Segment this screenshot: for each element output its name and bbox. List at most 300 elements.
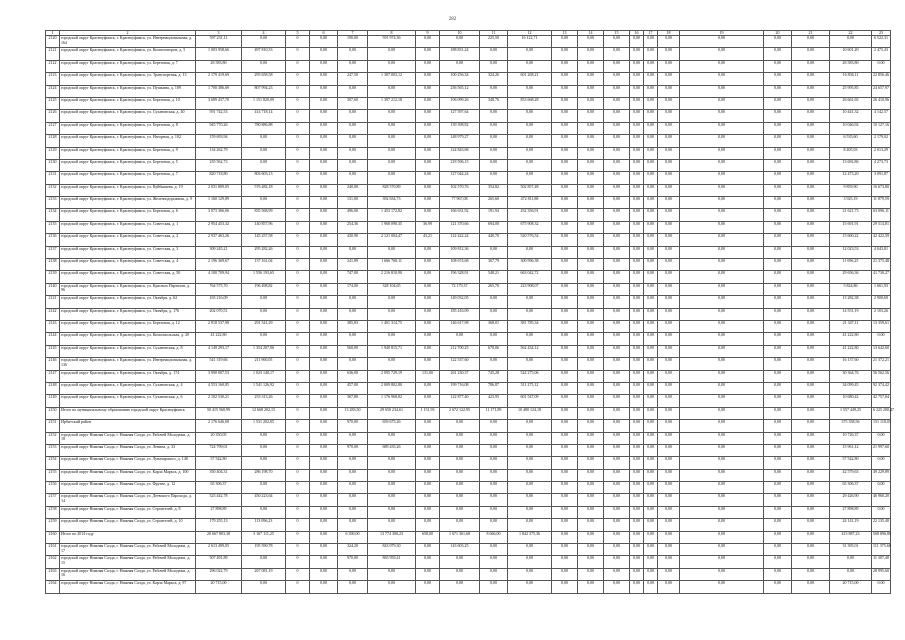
value-cell: 0,00 [578,135,604,147]
row-number-cell: 2154 [46,457,60,469]
column-number-9: 9 [416,31,440,36]
value-cell: 2 216 810,90 [368,271,416,283]
value-cell: 0 [286,457,310,469]
value-cell: 92 374,42 [872,382,891,394]
value-cell: 689 435,26 [368,444,416,456]
value-cell: 0,00 [644,581,658,593]
value-cell: 0,00 [416,382,440,394]
row-number-cell: 2136 [46,234,60,246]
value-cell: 159 693,94 [196,135,242,147]
value-cell: 235 562,73 [196,159,242,171]
address-cell: городской округ Красноуфимск, г. Красноуфимск, ул. Сухановская, д. 8 [60,345,196,357]
value-cell: 0,00 [416,444,440,456]
value-cell: 0,00 [508,444,552,456]
value-cell: 12 023,53 [830,246,872,258]
value-cell: 0,00 [416,60,440,72]
value-cell: 0,00 [310,519,338,531]
address-cell: городской округ Красноуфимск, г. Красноуфимск, ул. Советская, д. 2 [60,234,196,246]
value-cell: 0,00 [630,568,644,580]
value-cell: 127 044,24 [440,172,480,184]
value-cell: 0,00 [552,482,578,494]
value-cell: 0,00 [310,531,338,543]
value-cell: 0,00 [578,60,604,72]
value-cell: 0,00 [604,172,630,184]
page-number: 282 [448,17,457,22]
value-cell: 0,00 [604,60,630,72]
address-cell: городской округ Красноуфимск, г. Красноуфимск, ул. Красных Партизан, д. 96 [60,283,196,295]
value-cell: 0,00 [604,147,630,159]
value-cell: 497 810,53 [242,48,286,60]
value-cell: 145 257,58 [242,234,286,246]
value-cell: 0,00 [644,48,658,60]
value-cell: 4 553 160,85 [196,382,242,394]
value-cell: 0,00 [680,48,764,60]
value-cell: 0,00 [764,122,792,134]
value-cell: 0,00 [604,568,630,580]
value-cell: 0,00 [242,197,286,209]
value-cell: 0,00 [792,345,830,357]
value-cell: 13 359,61 [872,320,891,332]
value-cell: 0,00 [368,246,416,258]
value-cell: 0,00 [764,259,792,271]
value-cell: 0,00 [764,420,792,432]
address-cell: городской округ Красноуфимск, г. Красноуфимск, ул. Железнодорожная, д. 9 [60,197,196,209]
value-cell: 0,00 [764,85,792,97]
value-cell: 0,00 [792,494,830,506]
value-cell: 0,00 [368,122,416,134]
value-cell: 0,00 [764,581,792,593]
value-cell: 0,00 [508,568,552,580]
value-cell: 111 375,68 [872,544,891,556]
value-cell: 591 742,53 [196,110,242,122]
value-cell: 0,00 [480,333,508,345]
value-cell: 0,00 [310,73,338,85]
value-cell: 41 222,80 [830,333,872,345]
value-cell: 0,00 [578,568,604,580]
value-cell: 0,00 [242,296,286,308]
value-cell: 0,00 [644,36,658,48]
row-number-cell: 2163 [46,568,60,580]
value-cell: 0,00 [368,147,416,159]
value-cell: 0,00 [604,283,630,295]
value-cell: 0,00 [792,469,830,481]
value-cell: 0,00 [440,60,480,72]
value-cell: 0,00 [658,581,680,593]
value-cell: 0,00 [604,531,630,543]
value-cell: 0,00 [630,519,644,531]
value-cell: 0,00 [644,469,658,481]
value-cell: 42 579,63 [830,469,872,481]
value-cell: 0,00 [644,457,658,469]
table-row [46,370,891,382]
value-cell: 0 [286,333,310,345]
value-cell: 0,00 [242,308,286,320]
value-cell: 0 [286,531,310,543]
row-number-cell: 2142 [46,308,60,320]
value-cell: 3 990 007,53 [196,370,242,382]
value-cell: 0,00 [792,172,830,184]
value-cell: 659 675,26 [368,420,416,432]
value-cell: 16 673,80 [872,184,891,196]
value-cell: 5 824,86 [830,283,872,295]
value-cell: 0,00 [552,320,578,332]
value-cell: 507 491,89 [196,556,242,568]
value-cell: 0,00 [680,159,764,171]
value-cell: 0,00 [604,271,630,283]
value-cell: 0,00 [792,531,830,543]
value-cell: 807 994,23 [242,85,286,97]
value-cell: 0,00 [552,110,578,122]
value-cell: 0,00 [552,333,578,345]
table-row [46,581,891,593]
table-row [46,283,891,295]
value-cell: 0,00 [508,60,552,72]
value-cell: 0 [286,85,310,97]
value-cell: 745,28 [480,370,508,382]
column-number-10: 10 [440,31,480,36]
value-cell: 0,00 [680,482,764,494]
value-cell: 0,00 [552,159,578,171]
table-row [46,209,891,221]
value-cell: 0,00 [764,395,792,407]
value-cell: 0,00 [644,135,658,147]
value-cell: 0 [286,73,310,85]
value-cell: 0,00 [440,494,480,506]
value-cell: 2 954 453,32 [196,221,242,233]
value-cell: 1 940 815,71 [368,345,416,357]
value-cell: 0,00 [644,482,658,494]
value-cell: 165 216,09 [196,296,242,308]
value-cell: 0,00 [764,320,792,332]
value-cell: 1 160 129,89 [196,197,242,209]
value-cell: 1 453 172,82 [368,209,416,221]
value-cell: 0,00 [480,135,508,147]
value-cell: 0,00 [578,308,604,320]
value-cell: 211 960,05 [242,358,286,370]
value-cell: 0,00 [480,444,508,456]
value-cell: 0,00 [630,48,644,60]
value-cell: 0,00 [604,457,630,469]
value-cell: 0,00 [310,97,338,109]
value-cell: 4 043,81 [872,246,891,258]
value-cell: 0,00 [508,544,552,556]
column-number-20: 20 [764,31,792,36]
value-cell: 0,00 [872,457,891,469]
value-cell: 148 979,27 [440,135,480,147]
value-cell: 0,00 [658,432,680,444]
value-cell: 803 603,13 [242,172,286,184]
table-row [46,110,891,122]
value-cell: 0,00 [416,457,440,469]
value-cell: 0,00 [416,73,440,85]
value-cell: 0,00 [552,234,578,246]
value-cell: 0,00 [578,48,604,60]
value-cell: 65 306,37 [196,482,242,494]
value-cell: 0,00 [242,506,286,518]
value-cell: 0,00 [680,320,764,332]
value-cell: 0,00 [764,544,792,556]
value-cell: 0,00 [792,48,830,60]
value-cell: 0,00 [658,135,680,147]
value-cell: 0,00 [658,358,680,370]
table-row [46,457,891,469]
value-cell: 0,00 [630,308,644,320]
value-cell: 0,00 [630,197,644,209]
value-cell: 0,00 [630,581,644,593]
value-cell: 3 073 366,06 [196,209,242,221]
value-cell: 0,00 [764,147,792,159]
value-cell: 0 [286,320,310,332]
value-cell: 0 [286,36,310,48]
value-cell: 0 [286,283,310,295]
value-cell: 0,00 [658,159,680,171]
value-cell: 548,21 [480,271,508,283]
table-row [46,308,891,320]
value-cell: 0,00 [368,457,416,469]
value-cell: 678,06 [480,345,508,357]
address-cell: городской округ Нижняя Салда, г. Нижняя Салда, ул. Карла Маркса, д. 100 [60,469,196,481]
row-number-cell: 2144 [46,333,60,345]
value-cell: 0,00 [792,382,830,394]
value-cell: 0,00 [630,469,644,481]
value-cell: 2 672 122,95 [440,407,480,419]
value-cell: 0,00 [764,271,792,283]
value-cell: 0,00 [578,469,604,481]
value-cell: 0,00 [338,506,368,518]
value-cell: 0,00 [830,36,872,48]
value-cell: 0,00 [480,110,508,122]
value-cell: 0,00 [644,296,658,308]
value-cell: 0,00 [680,110,764,122]
table-row [46,444,891,456]
value-cell: 0,00 [658,556,680,568]
row-number-cell: 2121 [46,48,60,60]
value-cell: 0,00 [644,60,658,72]
value-cell: 0,00 [310,556,338,568]
value-cell: 0,00 [658,36,680,48]
value-cell: 0,00 [680,420,764,432]
value-cell: 440,70 [480,234,508,246]
column-number-16: 16 [630,31,644,36]
value-cell: 0,00 [578,184,604,196]
value-cell: 0,00 [644,209,658,221]
value-cell: 367,80 [338,395,368,407]
value-cell: 2 013,29 [872,147,891,159]
value-cell: 0,00 [310,358,338,370]
table-row [46,73,891,85]
value-cell: 0,00 [764,308,792,320]
value-cell: 131,00 [338,197,368,209]
value-cell: 0 [286,234,310,246]
value-cell: 0,00 [644,271,658,283]
value-cell: 0,00 [480,60,508,72]
value-cell: 26 661,65 [830,97,872,109]
value-cell: 106 099,26 [440,97,480,109]
value-cell: 0,00 [552,581,578,593]
value-cell: 31 395,01 [830,544,872,556]
row-number-cell: 2120 [46,36,60,48]
value-cell: 0 [286,345,310,357]
value-cell: 2 102 530,21 [196,395,242,407]
table-row [46,506,891,518]
value-cell: 0,00 [310,147,338,159]
value-cell: 0,00 [792,519,830,531]
table-row [46,197,891,209]
address-cell: городской округ Красноуфимск, г. Красноуфимск, ул. Советская, д. 50 [60,271,196,283]
value-cell: 843 079,30 [368,544,416,556]
value-cell: 0,00 [764,469,792,481]
value-cell: 0,00 [578,159,604,171]
value-cell: 0,00 [480,494,508,506]
table-row [46,172,891,184]
address-cell: городской округ Красноуфимск, г. Красноуфимск, ул. Куйбышева, д. 19 [60,184,196,196]
value-cell: 0,00 [680,531,764,543]
value-cell: 0,00 [310,85,338,97]
value-cell: 57 542,80 [196,457,242,469]
value-cell: 127 597,64 [440,110,480,122]
value-cell: 0,00 [792,296,830,308]
value-cell: 24 657,97 [872,85,891,97]
value-cell: 56 562,56 [872,370,891,382]
value-cell: 0,00 [310,246,338,258]
value-cell: 0,00 [764,506,792,518]
value-cell: 0,00 [480,556,508,568]
value-cell: 0 [286,259,310,271]
value-cell: 0,00 [578,320,604,332]
value-cell: 0,00 [578,209,604,221]
value-cell: 0,00 [792,556,830,568]
value-cell: 0,00 [480,519,508,531]
value-cell: 41 730,27 [872,271,891,283]
value-cell: 0,00 [680,444,764,456]
value-cell: 0,00 [416,345,440,357]
value-cell: 137 161,04 [242,259,286,271]
value-cell: 10 441,32 [830,110,872,122]
value-cell: 0,00 [764,36,792,48]
value-cell: 0,00 [680,556,764,568]
value-cell: 218 596,15 [440,159,480,171]
value-cell: 11 696,25 [830,259,872,271]
value-cell: 11 879,59 [872,197,891,209]
value-cell: 0,00 [658,494,680,506]
value-cell: 13 283,50 [338,407,368,419]
value-cell: 0,00 [630,333,644,345]
value-cell: 0,00 [416,544,440,556]
value-cell: 0,00 [658,382,680,394]
value-cell: 0,00 [872,60,891,72]
value-cell: 0 [286,506,310,518]
address-cell: городской округ Нижняя Салда, г. Нижняя Салда, ул. Рабочей Молодежи, д. 17 [60,544,196,556]
value-cell: 354,82 [480,184,508,196]
value-cell: 0,00 [644,494,658,506]
value-cell: 0,00 [604,73,630,85]
value-cell: 0,00 [630,320,644,332]
value-cell: 0,00 [552,221,578,233]
value-cell: 0 [286,48,310,60]
table-row [46,184,891,196]
value-cell: 0,00 [644,283,658,295]
value-cell: 0 [286,97,310,109]
value-cell: 0,00 [552,36,578,48]
value-cell: 0,00 [578,73,604,85]
value-cell: 122 422,24 [440,234,480,246]
value-cell: 72 179,37 [440,283,480,295]
row-number-cell: 2157 [46,494,60,506]
row-number-cell: 2124 [46,85,60,97]
value-cell: 0,00 [338,358,368,370]
value-cell: 20 350,05 [196,432,242,444]
value-cell: 450 223,64 [242,494,286,506]
value-cell: 0,00 [310,395,338,407]
value-cell: 0,00 [604,494,630,506]
value-cell: 0,00 [792,122,830,134]
value-cell: 0,00 [644,147,658,159]
value-cell: 0,00 [242,556,286,568]
value-cell: 0,00 [658,259,680,271]
value-cell: 134 262,79 [196,147,242,159]
value-cell: 3 925,19 [830,197,872,209]
value-cell: 0 [286,209,310,221]
value-cell: 0,00 [480,147,508,159]
value-cell: 2 196 369,67 [196,259,242,271]
value-cell: 0,00 [508,432,552,444]
value-cell: 295 282,26 [242,246,286,258]
value-cell: 0,00 [604,333,630,345]
row-number-cell: 2151 [46,420,60,432]
value-cell: 212 700,25 [440,345,480,357]
address-cell: городской округ Красноуфимск, г. Красноуфимск, ул. Березовая, д. 10 [60,97,196,109]
value-cell: 12 473,20 [830,172,872,184]
value-cell: 0,00 [578,122,604,134]
value-cell: 0,00 [658,221,680,233]
value-cell: 0,00 [764,531,792,543]
value-cell: 0,00 [310,296,338,308]
row-number-cell: 2149 [46,395,60,407]
value-cell: 0,00 [680,60,764,72]
value-cell: 0,00 [658,506,680,518]
value-cell: 457,00 [338,382,368,394]
value-cell: 0,00 [604,556,630,568]
value-cell: 0,00 [680,469,764,481]
table-row [46,36,891,48]
value-cell: 0,00 [630,159,644,171]
value-cell: 0,00 [416,110,440,122]
table-row [46,60,891,72]
value-cell: 0,00 [680,506,764,518]
value-cell: 28 995,60 [872,568,891,580]
value-cell: 1 671 361,68 [440,531,480,543]
value-cell: 0,00 [552,358,578,370]
row-number-cell: 2135 [46,221,60,233]
value-cell: 0 [286,432,310,444]
value-cell: 0,00 [242,444,286,456]
row-number-cell: 2122 [46,60,60,72]
value-cell: 0 [286,581,310,593]
row-number-cell: 2160 [46,531,60,543]
value-cell: 0,00 [416,36,440,48]
value-cell: 10 127,16 [872,122,891,134]
value-cell: 10 480 124,18 [508,407,552,419]
value-cell: 9 859,90 [830,184,872,196]
value-cell: 11 307,40 [872,556,891,568]
column-number-3: 3 [196,31,242,36]
table-row [46,147,891,159]
value-cell: 0 [286,469,310,481]
value-cell: 27 898,89 [196,506,242,518]
column-number-8: 8 [368,31,416,36]
value-cell: 0,00 [552,407,578,419]
value-cell: 865 959,41 [368,556,416,568]
